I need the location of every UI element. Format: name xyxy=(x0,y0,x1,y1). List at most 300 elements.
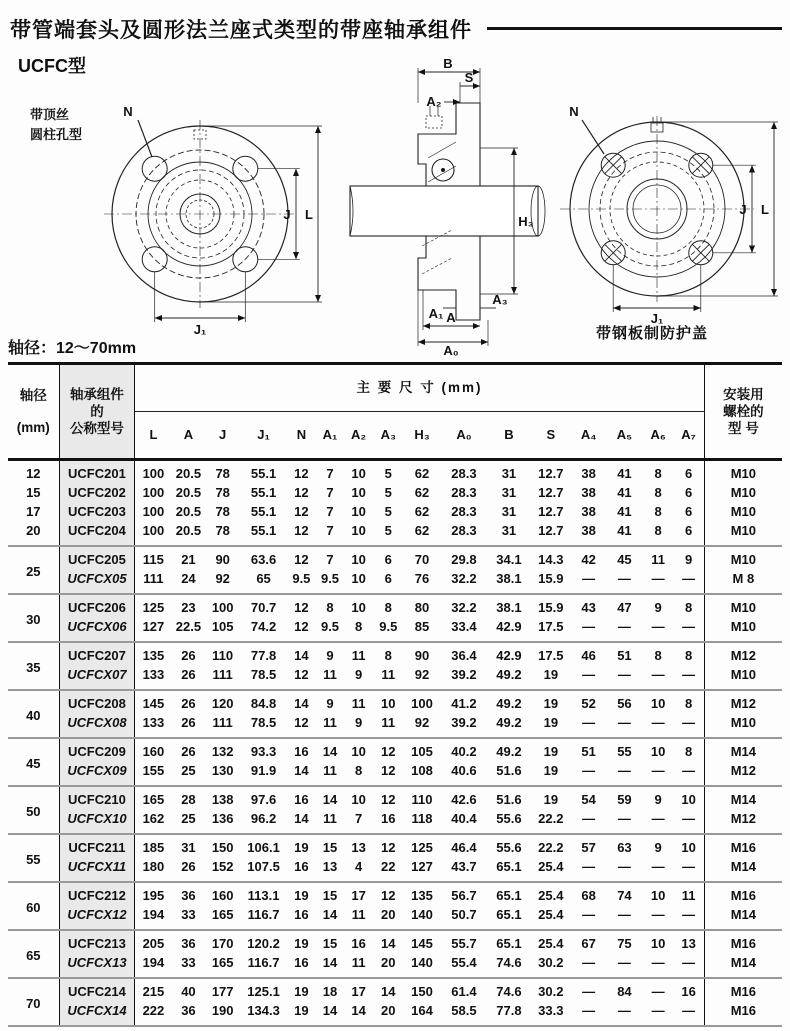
bolt-size-cell: M16 xyxy=(704,930,782,954)
dimension-value-cell: 52 xyxy=(571,690,606,714)
dimension-value-cell: 13 xyxy=(322,859,338,875)
dimension-value-cell: 116.7 xyxy=(247,955,280,971)
dimension-value-cell: 16 xyxy=(294,907,309,923)
dimension-value-cell: 12 xyxy=(373,882,404,906)
dimension-value-cell: — xyxy=(582,571,596,587)
dimension-value-cell: 11 xyxy=(381,715,396,731)
dimension-value-cell: — xyxy=(682,763,696,779)
table-row xyxy=(8,503,782,522)
dimension-value-cell: 74 xyxy=(606,882,643,906)
dimension-value-cell: 19 xyxy=(530,786,571,810)
shaft-diameter-cell: 45 xyxy=(8,738,59,786)
shaft-diameter-cell: 40 xyxy=(8,690,59,738)
header-mounting-bolt: 安装用 螺栓的 型 号 xyxy=(704,364,782,460)
dimension-value-cell: — xyxy=(617,907,631,923)
dimension-value-cell: 90 xyxy=(404,642,441,666)
dimension-value-cell: 19 xyxy=(287,834,316,858)
dimension-value-cell: 78 xyxy=(215,466,230,482)
dimension-value-cell: 8 xyxy=(674,690,705,714)
dimension-value-cell: 85 xyxy=(414,619,430,635)
table-row xyxy=(8,460,782,485)
dimension-value-cell: 110 xyxy=(205,642,240,666)
dimension-value-cell: 12 xyxy=(294,619,309,635)
dimension-value-cell: 8 xyxy=(674,642,705,666)
dimension-value-cell: 165 xyxy=(211,907,234,923)
dimension-value-cell: 115 xyxy=(135,546,172,570)
dimension-value-cell: 55.1 xyxy=(250,485,277,501)
dimension-value-cell: 42.9 xyxy=(496,619,522,635)
unit-designation-cell: UCFC203 xyxy=(59,503,135,522)
bolt-size-cell: M14 xyxy=(704,954,782,978)
dimension-value-cell: 12.7 xyxy=(538,523,564,539)
dimension-value-cell: 43.7 xyxy=(451,859,477,875)
dim-label-j1: J₁ xyxy=(650,311,664,326)
dimension-value-cell: 100 xyxy=(205,594,240,618)
dim-label-l: L xyxy=(761,202,769,217)
table-row xyxy=(8,594,782,618)
dim-col-A7: A₇ xyxy=(681,426,696,442)
dimension-value-cell: 41 xyxy=(617,504,632,520)
dimension-value-cell: 10 xyxy=(674,786,705,810)
dimension-value-cell: — xyxy=(617,1003,631,1019)
dim-col-J1: J₁ xyxy=(257,426,270,442)
dimension-value-cell: 28.3 xyxy=(451,485,477,501)
dimension-value-cell: 31 xyxy=(501,504,517,520)
dimension-value-cell: 22.2 xyxy=(538,811,564,827)
dimension-value-cell: — xyxy=(682,571,696,587)
dimension-value-cell: 19 xyxy=(287,930,316,954)
dimension-value-cell: 49.2 xyxy=(496,667,522,683)
dimension-value-cell: 19 xyxy=(530,690,571,714)
dimension-value-cell: 56 xyxy=(606,690,643,714)
dimension-value-cell: 78.5 xyxy=(250,715,277,731)
unit-designation-cell: UCFCX06 xyxy=(59,618,135,642)
dimension-value-cell: 127 xyxy=(411,859,433,875)
dimension-value-cell: 12 xyxy=(294,715,309,731)
dimension-value-cell: 5 xyxy=(384,466,392,482)
dimension-value-cell: 106.1 xyxy=(240,834,287,858)
dimension-value-cell: 8 xyxy=(643,642,674,666)
dimension-value-cell: 26 xyxy=(181,859,196,875)
variant-label-cylindrical-bore: 圆柱孔型 xyxy=(30,127,83,142)
dimension-value-cell: 12 xyxy=(294,667,309,683)
table-row xyxy=(8,546,782,570)
dimension-value-cell: 100 xyxy=(404,690,441,714)
dimension-value-cell: 10 xyxy=(643,882,674,906)
dimension-value-cell: 140 xyxy=(411,955,433,971)
bolt-size-cell: M16 xyxy=(704,978,782,1002)
dimension-value-cell: 10 xyxy=(351,523,366,539)
dimension-value-cell: 29.8 xyxy=(440,546,487,570)
dimension-value-cell: 111 xyxy=(212,667,233,683)
dimension-value-cell: 51.6 xyxy=(487,786,530,810)
dimension-value-cell: 12 xyxy=(373,786,404,810)
dimension-value-cell: 51.6 xyxy=(496,763,522,779)
dimension-value-cell: 12 xyxy=(373,738,404,762)
dimension-value-cell: 125.1 xyxy=(240,978,287,1002)
dimension-value-cell: 7 xyxy=(326,504,334,520)
bolt-size-cell: M12 xyxy=(704,690,782,714)
dimension-value-cell: 41.2 xyxy=(440,690,487,714)
dimension-value-cell: 22 xyxy=(381,859,396,875)
bolt-size-cell: M14 xyxy=(704,738,782,762)
dimension-value-cell: 65.1 xyxy=(496,907,522,923)
bolt-size-cell: M10 xyxy=(704,522,782,546)
dimension-value-cell: 164 xyxy=(411,1003,433,1019)
bolt-size-cell: M10 xyxy=(704,594,782,618)
dimension-value-cell: — xyxy=(682,715,696,731)
dimension-value-cell: 7 xyxy=(316,546,345,570)
dimension-value-cell: 125 xyxy=(404,834,441,858)
dimension-value-cell: 26 xyxy=(172,690,206,714)
dimension-value-cell: 68 xyxy=(571,882,606,906)
dim-label-a0: A₀ xyxy=(443,343,459,358)
page-title: 带管端套头及圆形法兰座式类型的带座轴承组件 xyxy=(10,19,472,42)
dimension-value-cell: 110 xyxy=(404,786,441,810)
dimension-value-cell: 8 xyxy=(373,642,404,666)
table-row xyxy=(8,666,782,690)
dimension-value-cell: 10 xyxy=(674,834,705,858)
shaft-diameter-cell: 50 xyxy=(8,786,59,834)
dimension-value-cell: 92 xyxy=(215,571,230,587)
dim-col-N: N xyxy=(296,426,307,442)
dimension-value-cell: — xyxy=(682,619,696,635)
dimension-value-cell: 11 xyxy=(351,907,366,923)
dimension-value-cell: — xyxy=(617,859,631,875)
dimension-value-cell: 97.6 xyxy=(240,786,287,810)
dim-col-A6: A₆ xyxy=(650,426,666,442)
dimension-value-cell: 65 xyxy=(256,571,271,587)
dimension-value-cell: 46 xyxy=(571,642,606,666)
dimension-value-cell: 9 xyxy=(674,546,705,570)
unit-designation-cell: UCFCX11 xyxy=(59,858,135,882)
dimension-value-cell: 120 xyxy=(205,690,240,714)
dimension-value-cell: 11 xyxy=(351,955,366,971)
dimension-value-cell: 136 xyxy=(211,811,234,827)
dimension-value-cell: 28.3 xyxy=(451,504,477,520)
dimension-value-cell: 16 xyxy=(344,930,373,954)
shaft-diameter-cell: 70 xyxy=(8,978,59,1026)
dimension-value-cell: 23 xyxy=(172,594,206,618)
dimension-value-cell: 11 xyxy=(674,882,705,906)
dimension-value-cell: 170 xyxy=(205,930,240,954)
unit-designation-cell: UCFC211 xyxy=(59,834,135,858)
dimension-value-cell: 19 xyxy=(294,1003,309,1019)
bolt-size-cell: M 8 xyxy=(704,570,782,594)
dimension-value-cell: 22.2 xyxy=(530,834,571,858)
dimension-value-cell: 90 xyxy=(205,546,240,570)
dimension-value-cell: — xyxy=(582,715,596,731)
dim-label-l: L xyxy=(305,207,313,222)
dimension-value-cell: — xyxy=(682,907,696,923)
dimension-value-cell: 145 xyxy=(135,690,172,714)
unit-designation-cell: UCFC209 xyxy=(59,738,135,762)
dimension-value-cell: 84.8 xyxy=(240,690,287,714)
dimension-value-cell: 36 xyxy=(181,1003,196,1019)
dimension-value-cell: 185 xyxy=(135,834,172,858)
dimension-value-cell: 14 xyxy=(294,811,309,827)
dimension-value-cell: 25 xyxy=(181,811,196,827)
dimension-value-cell: — xyxy=(582,955,596,971)
dimension-value-cell: 12.7 xyxy=(538,504,564,520)
dimension-value-cell: 4 xyxy=(355,859,363,875)
dimension-value-cell: 215 xyxy=(135,978,172,1002)
dimension-value-cell: 51 xyxy=(606,642,643,666)
unit-designation-cell: UCFCX14 xyxy=(59,1002,135,1026)
dimension-value-cell: 100 xyxy=(142,466,165,482)
dimension-value-cell: 100 xyxy=(142,523,165,539)
dimension-value-cell: 222 xyxy=(142,1003,165,1019)
dimension-value-cell: 92 xyxy=(414,667,430,683)
dimension-value-cell: 55.1 xyxy=(250,466,277,482)
dimension-value-cell: 9 xyxy=(643,786,674,810)
dimension-value-cell: 75 xyxy=(606,930,643,954)
dimension-value-cell: — xyxy=(617,811,631,827)
dimension-value-cell: 12 xyxy=(381,763,396,779)
table-row xyxy=(8,762,782,786)
dim-label-a3: A₃ xyxy=(492,292,508,307)
dimension-value-cell: 14 xyxy=(316,786,345,810)
dimension-value-cell: — xyxy=(651,1003,665,1019)
dimension-value-cell: 133 xyxy=(142,667,165,683)
dimension-value-cell: 20.5 xyxy=(175,466,202,482)
dimension-value-cell: 96.2 xyxy=(250,811,277,827)
dimension-value-cell: 11 xyxy=(323,715,337,731)
unit-designation-cell: UCFC213 xyxy=(59,930,135,954)
bearing-spec-table xyxy=(8,362,782,1027)
dimension-value-cell: — xyxy=(651,955,665,971)
bolt-size-cell: M10 xyxy=(704,714,782,738)
dim-col-A: A xyxy=(183,426,194,442)
dimension-value-cell: 38 xyxy=(581,466,596,482)
unit-designation-cell: UCFC202 xyxy=(59,484,135,503)
dimension-value-cell: 8 xyxy=(674,738,705,762)
dimension-value-cell: 14 xyxy=(287,642,316,666)
dim-col-A1: A₁ xyxy=(322,426,338,442)
dimension-value-cell: 22.5 xyxy=(175,619,202,635)
dimension-value-cell: 24 xyxy=(181,571,196,587)
table-row xyxy=(8,954,782,978)
dimension-value-cell: 74.2 xyxy=(250,619,277,635)
dimension-value-cell: 50.7 xyxy=(451,907,477,923)
dimension-value-cell: 10 xyxy=(373,690,404,714)
dimension-value-cell: 77.8 xyxy=(496,1003,522,1019)
dimension-value-cell: 19 xyxy=(287,978,316,1002)
shaft-range-label: 轴径：12～70mm xyxy=(8,340,137,357)
dimension-value-cell: 55.6 xyxy=(496,811,522,827)
dimension-value-cell: 145 xyxy=(404,930,441,954)
dimension-value-cell: 12 xyxy=(294,485,309,501)
dim-col-L: L xyxy=(149,426,158,442)
dimension-value-cell: 31 xyxy=(501,523,517,539)
dimension-value-cell: 6 xyxy=(373,546,404,570)
dimension-value-cell: — xyxy=(617,955,631,971)
table-row xyxy=(8,786,782,810)
dimension-value-cell: 14 xyxy=(287,690,316,714)
title-rule xyxy=(487,27,782,30)
dimension-value-cell: 74.6 xyxy=(487,978,530,1002)
dimension-value-cell: 16 xyxy=(294,955,309,971)
unit-designation-cell: UCFCX07 xyxy=(59,666,135,690)
dimension-value-cell: 165 xyxy=(135,786,172,810)
dimension-value-cell: 59 xyxy=(606,786,643,810)
dimension-value-cell: 56.7 xyxy=(440,882,487,906)
dim-col-S: S xyxy=(546,426,556,442)
dimension-value-cell: 54 xyxy=(571,786,606,810)
dimension-value-cell: 55.1 xyxy=(250,523,277,539)
dimension-value-cell: 11 xyxy=(344,642,373,666)
dim-label-n: N xyxy=(123,104,133,119)
dimension-value-cell: — xyxy=(617,667,631,683)
dimension-value-cell: 19 xyxy=(543,763,559,779)
table-row xyxy=(8,930,782,954)
dimension-value-cell: 26 xyxy=(172,738,206,762)
dimension-value-cell: 41 xyxy=(617,466,632,482)
dimension-value-cell: 49.2 xyxy=(487,690,530,714)
dimension-value-cell: 78 xyxy=(215,523,230,539)
n-leader-line xyxy=(138,120,152,157)
dimension-value-cell: 135 xyxy=(135,642,172,666)
dimension-value-cell: 84 xyxy=(606,978,643,1002)
dimension-value-cell: 19 xyxy=(287,882,316,906)
unit-designation-cell: UCFCX08 xyxy=(59,714,135,738)
cover-view-drawing xyxy=(552,96,790,326)
dim-label-a: A xyxy=(446,310,456,325)
dimension-value-cell: 62 xyxy=(414,466,430,482)
dimension-value-cell: 6 xyxy=(684,485,693,501)
dimension-value-cell: — xyxy=(651,907,665,923)
table-row xyxy=(8,906,782,930)
dimension-value-cell: 10 xyxy=(351,571,366,587)
header-unit-designation: 轴承组件 的 公称型号 xyxy=(59,364,135,460)
dimension-value-cell: 55 xyxy=(606,738,643,762)
unit-designation-cell: UCFCX12 xyxy=(59,906,135,930)
dimension-value-cell: — xyxy=(651,667,665,683)
dimension-value-cell: 26 xyxy=(181,667,196,683)
dimension-value-cell: — xyxy=(651,571,665,587)
series-subtitle: UCFC型 xyxy=(18,56,86,76)
dimension-value-cell: 38.1 xyxy=(496,571,522,587)
dimension-value-cell: 9 xyxy=(316,690,345,714)
dim-label-j: J xyxy=(283,207,291,222)
shaft xyxy=(350,186,538,236)
dimension-value-cell: 14 xyxy=(322,955,338,971)
dimension-value-cell: 19 xyxy=(530,738,571,762)
dimension-value-cell: 76 xyxy=(414,571,430,587)
bolt-size-cell: M10 xyxy=(704,618,782,642)
dimension-value-cell: 12.7 xyxy=(538,466,564,482)
dimension-value-cell: 70.7 xyxy=(240,594,287,618)
dimension-value-cell: 7 xyxy=(326,466,334,482)
dim-label-j: J xyxy=(739,202,747,217)
dimension-value-cell: 38.1 xyxy=(487,594,530,618)
unit-designation-cell: UCFC206 xyxy=(59,594,135,618)
shaft-diameter-cell: 17 xyxy=(8,503,59,522)
dimension-value-cell: 11 xyxy=(643,546,674,570)
dimension-value-cell: — xyxy=(682,955,696,971)
table-row xyxy=(8,978,782,1002)
dimension-value-cell: 127 xyxy=(142,619,165,635)
dimension-value-cell: 15 xyxy=(316,930,345,954)
dimension-value-cell: 6 xyxy=(684,504,693,520)
dim-label-n: N xyxy=(569,104,579,119)
dimension-value-cell: 133 xyxy=(142,715,165,731)
dimension-value-cell: 16 xyxy=(294,859,309,875)
dimension-value-cell: 132 xyxy=(205,738,240,762)
dimension-value-cell: 17.5 xyxy=(538,619,564,635)
dimension-value-cell: — xyxy=(617,619,631,635)
dimension-value-cell: 25.4 xyxy=(530,882,571,906)
dimension-value-cell: 25 xyxy=(181,763,196,779)
dimension-value-cell: 12 xyxy=(294,523,309,539)
shaft-diameter-cell: 25 xyxy=(8,546,59,594)
dimension-value-cell: 10 xyxy=(344,786,373,810)
table-row xyxy=(8,570,782,594)
unit-designation-cell: UCFC214 xyxy=(59,978,135,1002)
dimension-value-cell: 9.5 xyxy=(379,619,398,635)
cover-caption: 带钢板制防护盖 xyxy=(596,325,709,342)
dimension-value-cell: 140 xyxy=(411,907,433,923)
dimension-value-cell: 14 xyxy=(373,930,404,954)
dimension-value-cell: 130 xyxy=(211,763,234,779)
dimension-value-cell: 10 xyxy=(643,690,674,714)
dimension-value-cell: 5 xyxy=(384,504,392,520)
dimension-value-cell: 13 xyxy=(674,930,705,954)
dimension-value-cell: 74.6 xyxy=(496,955,522,971)
bolt-size-cell: M10 xyxy=(704,546,782,570)
bolt-size-cell: M10 xyxy=(704,460,782,485)
dim-label-b: B xyxy=(443,56,453,71)
dimension-value-cell: 21 xyxy=(172,546,206,570)
dimension-value-cell: 14 xyxy=(351,1003,366,1019)
dim-label-s: S xyxy=(464,70,474,85)
dimension-value-cell: 10 xyxy=(351,504,366,520)
unit-designation-cell: UCFCX05 xyxy=(59,570,135,594)
dimension-value-cell: — xyxy=(582,811,596,827)
dimension-value-cell: — xyxy=(682,811,696,827)
dim-col-B: B xyxy=(504,426,514,442)
dimension-value-cell: 42.6 xyxy=(440,786,487,810)
dimension-value-cell: 9 xyxy=(643,834,674,858)
dimension-value-cell: 111 xyxy=(143,571,164,587)
dimension-value-cell: 45 xyxy=(606,546,643,570)
dimension-value-cell: 10 xyxy=(351,485,366,501)
dimension-value-cell: 93.3 xyxy=(240,738,287,762)
dimension-value-cell: 7 xyxy=(326,523,334,539)
dimension-value-cell: 9 xyxy=(316,642,345,666)
dimension-value-cell: 8 xyxy=(654,485,662,501)
dimension-value-cell: 16 xyxy=(287,786,316,810)
dimension-value-cell: 31 xyxy=(501,485,517,501)
dimension-value-cell: 19 xyxy=(543,715,559,731)
table-row xyxy=(8,522,782,546)
dimension-value-cell: 62 xyxy=(414,523,430,539)
dimension-value-cell: 31 xyxy=(501,466,517,482)
dimension-value-cell: 91.9 xyxy=(250,763,277,779)
shaft-diameter-cell: 60 xyxy=(8,882,59,930)
dimension-value-cell: 42 xyxy=(571,546,606,570)
dimension-value-cell: 80 xyxy=(404,594,441,618)
dimension-value-cell: 26 xyxy=(181,715,196,731)
dimension-value-cell: 152 xyxy=(211,859,234,875)
dimension-value-cell: 32.2 xyxy=(440,594,487,618)
table-row xyxy=(8,690,782,714)
dimension-value-cell: 65.1 xyxy=(487,930,530,954)
unit-designation-cell: UCFC210 xyxy=(59,786,135,810)
dimension-value-cell: — xyxy=(682,1003,696,1019)
dimension-value-cell: 9.5 xyxy=(292,571,311,587)
dimension-value-cell: 70 xyxy=(404,546,441,570)
